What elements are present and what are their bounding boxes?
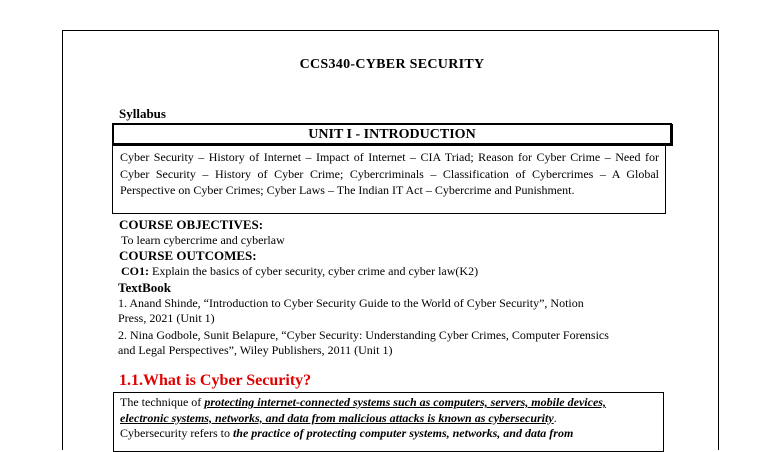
textbook-2-line2: and Legal Perspectives”, Wiley Publishers, 2011 (Unit 1) — [118, 343, 393, 357]
textbook-1-line2: Press, 2021 (Unit 1) — [118, 311, 215, 325]
definition-line-2 — [120, 411, 657, 427]
textbook-heading: TextBook — [118, 280, 171, 295]
co1-label: CO1: — [121, 264, 149, 278]
textbook-1-line1: 1. Anand Shinde, “Introduction to Cyber Security Guide to the World of Cyber Security”, Notion — [118, 296, 584, 310]
definition-box — [113, 392, 664, 452]
course-objectives-heading: COURSE OBJECTIVES: — [119, 217, 264, 232]
definition-emphasis-2: electronic systems, networks, and data from malicious attacks is known as cybersecurity — [120, 410, 554, 425]
course-objectives-text: To learn cybercrime and cyberlaw — [121, 233, 285, 247]
definition-emphasis-1: protecting internet-connected systems such as computers, servers, mobile devices, — [204, 395, 606, 409]
syllabus-label: Syllabus — [119, 106, 166, 121]
section-heading: 1.1.What is Cyber Security? — [119, 372, 312, 389]
definition-line-3 — [120, 426, 657, 442]
textbook-2-line1: 2. Nina Godbole, Sunit Belapure, “Cyber Security: Understanding Cyber Crimes, Computer Forensics — [118, 328, 609, 342]
definition-intro: The technique of — [120, 395, 205, 409]
definition-end: . — [553, 410, 557, 425]
course-outcomes-heading: COURSE OUTCOMES: — [119, 248, 257, 263]
unit-description: Cyber Security – History of Internet – Impact of Internet – CIA Triad; Reason for Cyber Crime – Need for Cyber Security – History of Cyber Crime; Cybercriminals – Classification of Cybercrimes – A Global Perspective on Cyber Crimes; Cyber Laws – The Indian IT Act – Cybercrime and Punishment. — [112, 145, 666, 214]
co1-text: Explain the basics of cyber security, cyber crime and cyber law(K2) — [149, 264, 479, 278]
document-title: CCS340-CYBER SECURITY — [299, 57, 485, 72]
unit-heading: UNIT I - INTRODUCTION — [112, 123, 672, 145]
definition-line-1 — [120, 395, 657, 411]
definition-line3-emphasis: the practice of protecting computer systems, networks, and data from — [232, 426, 574, 440]
definition-line3-intro: Cybersecurity refers to — [120, 426, 233, 440]
course-outcome-co1 — [121, 264, 478, 279]
